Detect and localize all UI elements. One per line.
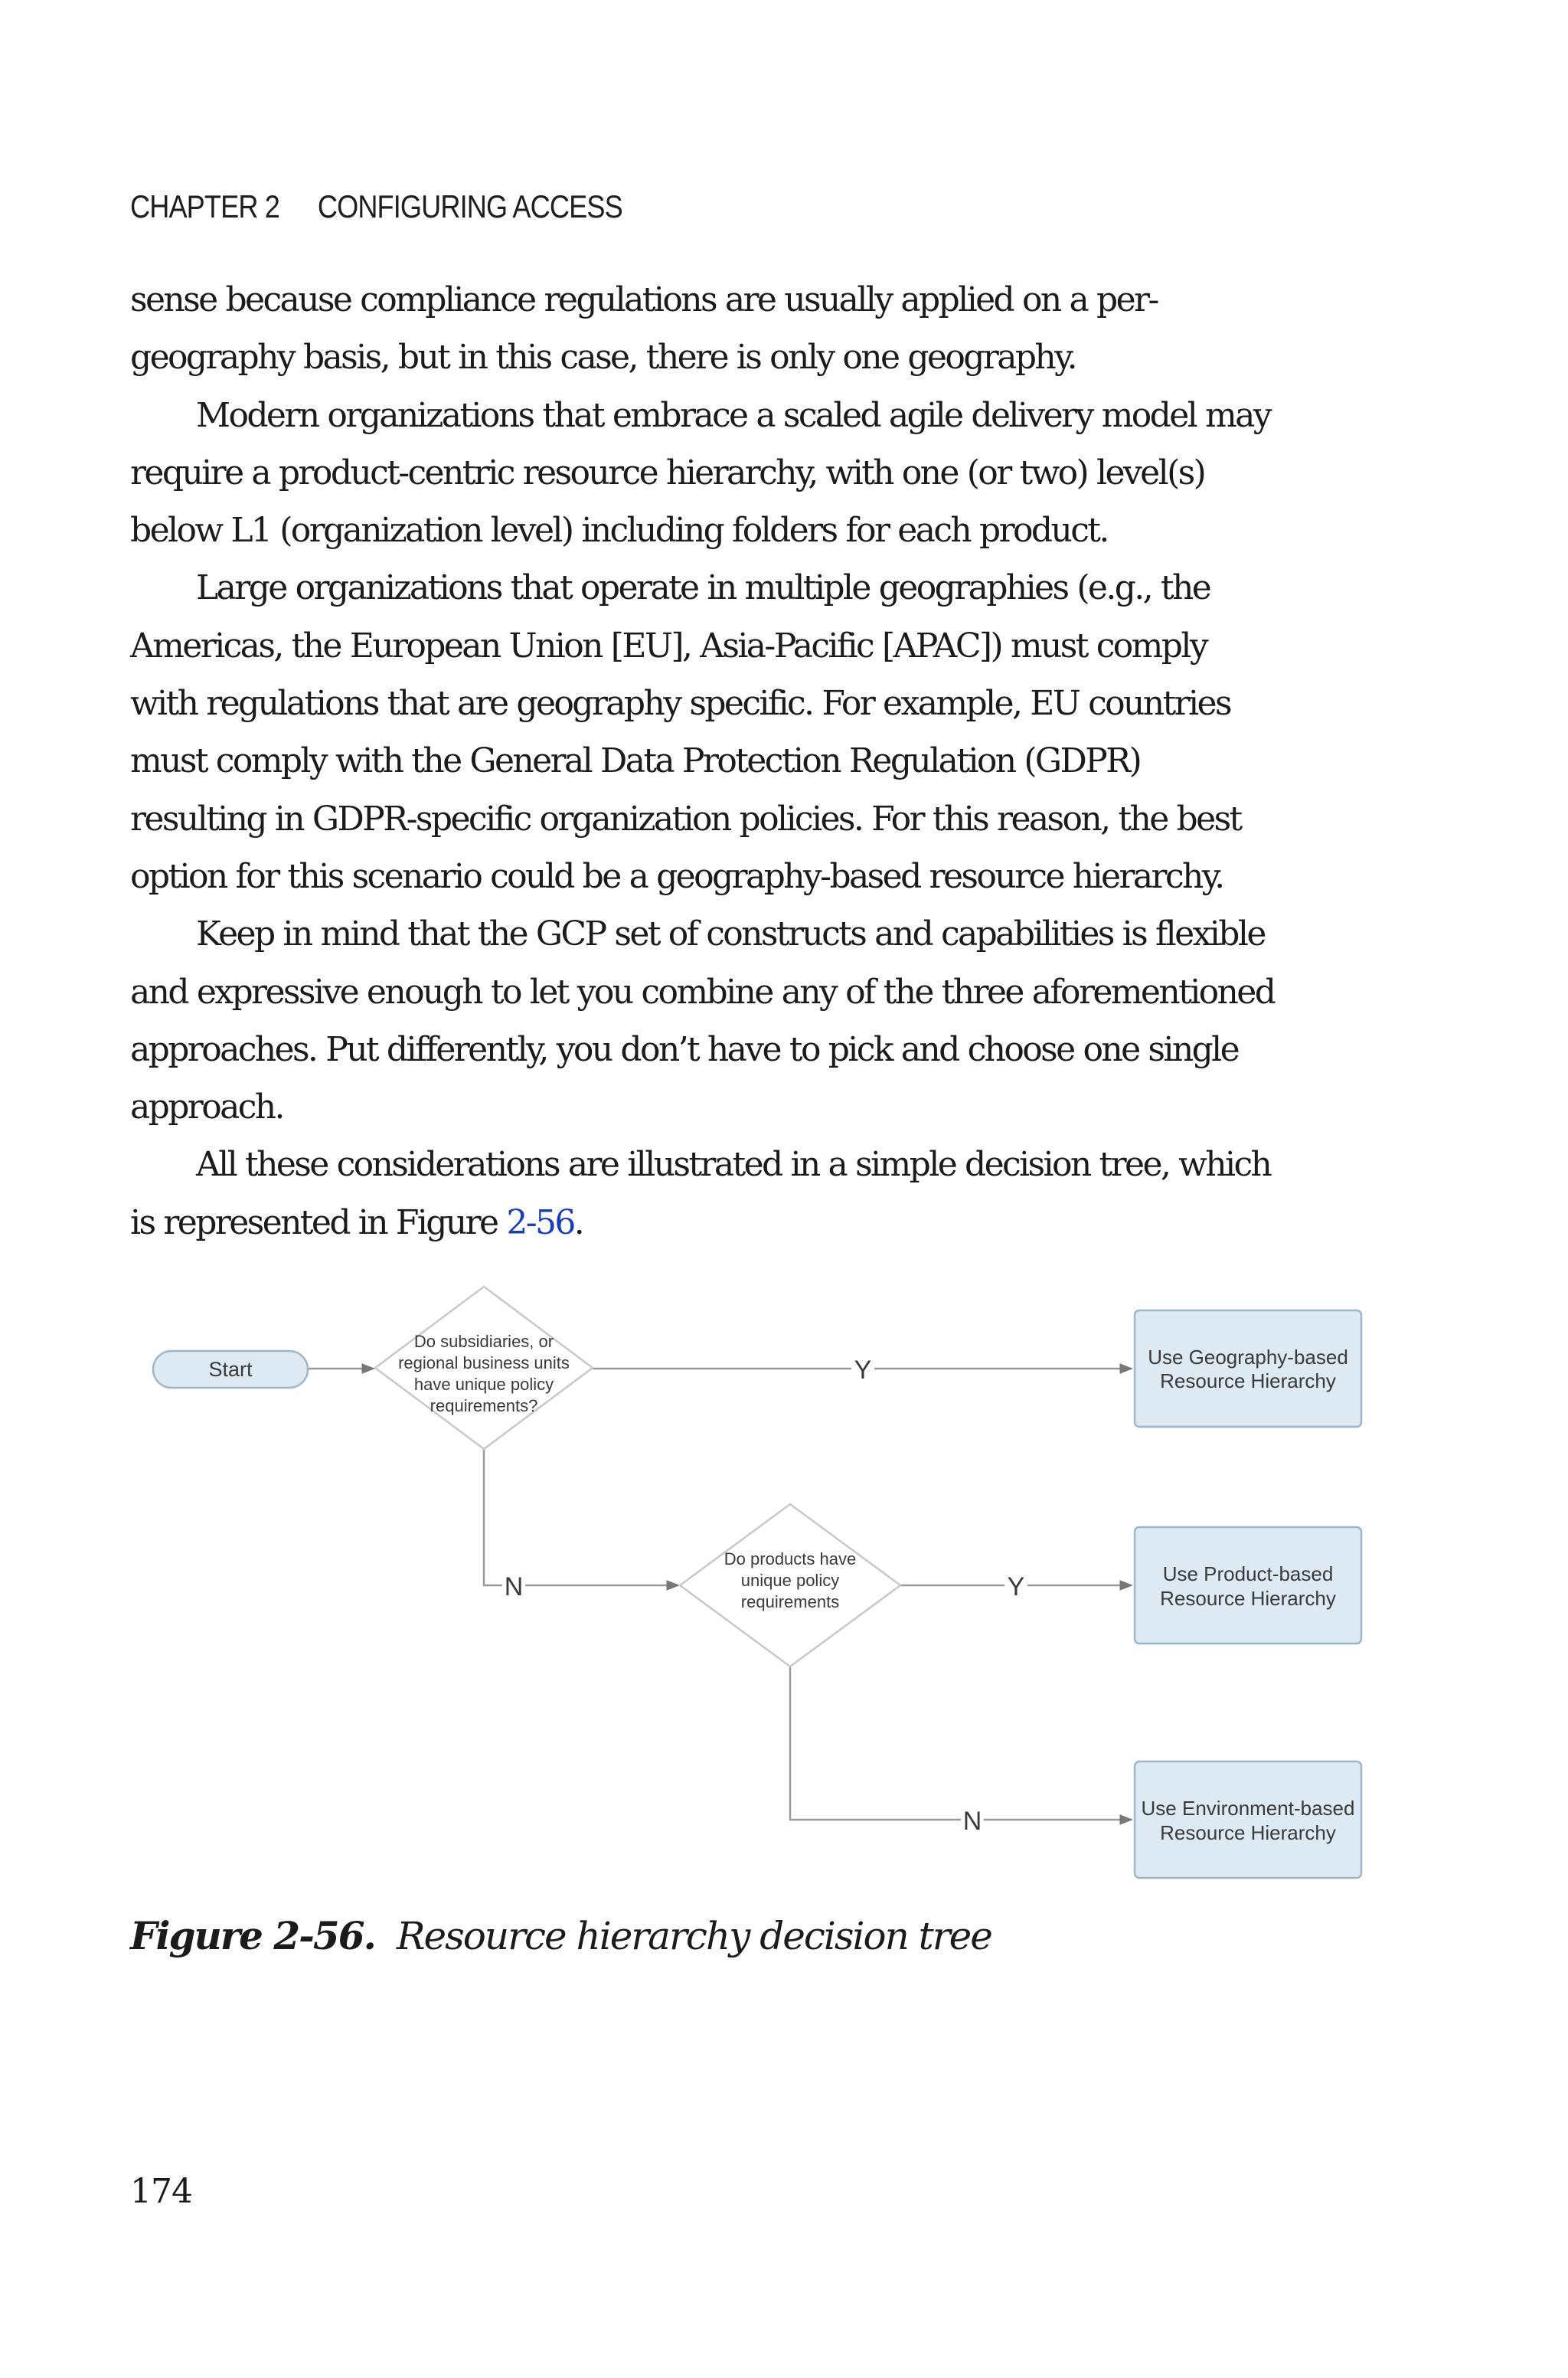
chapter-title: CONFIGURING ACCESS — [317, 188, 622, 224]
figure-number: Figure 2-56. — [130, 1913, 375, 1958]
figure-title: Resource hierarchy decision tree — [396, 1914, 991, 1958]
text-line: geography basis, but in this case, there is only one geography. — [130, 338, 1076, 378]
text-line: with regulations that are geography specific. For example, EU countries — [130, 684, 1230, 724]
text-line: Americas, the European Union [EU], Asia-Pacific [APAC]) must comply — [130, 626, 1207, 666]
text-line: approaches. Put differently, you don’t have to pick and choose one single — [130, 1029, 1239, 1069]
text-line: resulting in GDPR-specific organization policies. For this reason, the best — [130, 799, 1241, 839]
decision-tree-diagram — [145, 1279, 1370, 1892]
body-text — [130, 271, 1393, 1251]
text-line: sense because compliance regulations are usually applied on a per- — [130, 280, 1158, 319]
paragraph-1 — [130, 271, 1393, 387]
text-line: is represented in Figure — [130, 1202, 507, 1242]
text-line: option for this scenario could be a geography-based resource hierarchy. — [130, 856, 1223, 896]
text-line: below L1 (organization level) including folders for each product. — [130, 511, 1108, 551]
outcome-product-node — [1135, 1527, 1361, 1644]
paragraph-2 — [130, 387, 1393, 560]
paragraph-3 — [130, 559, 1393, 905]
decision-tree-figure — [145, 1279, 1370, 1892]
text-line: approach. — [130, 1088, 283, 1127]
text-line: . — [573, 1202, 583, 1242]
decision1-line: have unique policy — [413, 1375, 554, 1394]
decision1-line: regional business units — [398, 1353, 570, 1372]
text-line: All these considerations are illustrated in a simple decision tree, which — [196, 1145, 1271, 1185]
text-line: Keep in mind that the GCP set of constructs and capabilities is flexible — [196, 914, 1265, 954]
outcome-geography-line: Use Geography-based — [1148, 1346, 1348, 1369]
decision2-line: Do products have — [724, 1549, 857, 1568]
text-line: Modern organizations that embrace a scaled agile delivery model may — [196, 395, 1270, 435]
yes-label-1: Y — [854, 1356, 872, 1385]
yes-label-2: Y — [1007, 1572, 1025, 1601]
figure-reference-link[interactable]: 2-56 — [506, 1202, 574, 1242]
outcome-product-line: Resource Hierarchy — [1160, 1587, 1336, 1610]
page-number: 174 — [130, 2172, 192, 2211]
decision1-line: requirements? — [430, 1396, 538, 1415]
figure-caption — [130, 1913, 991, 1958]
decision1-line: Do subsidiaries, or — [413, 1332, 554, 1351]
outcome-product-line: Use Product-based — [1162, 1562, 1334, 1585]
paragraph-4 — [130, 905, 1393, 1136]
no-label-1: N — [504, 1572, 524, 1601]
text-line: must comply with the General Data Protection Regulation (GDPR) — [130, 741, 1141, 781]
outcome-environment-line: Use Environment-based — [1141, 1797, 1355, 1820]
text-line: Large organizations that operate in multiple geographies (e.g., the — [196, 568, 1210, 608]
running-header — [130, 188, 622, 225]
outcome-environment-node — [1135, 1761, 1361, 1878]
no-label-2: N — [962, 1807, 982, 1836]
text-line: and expressive enough to let you combine any of the three aforementioned — [130, 972, 1275, 1012]
chapter-label: CHAPTER 2 — [130, 188, 279, 224]
outcome-geography-node — [1135, 1310, 1361, 1427]
decision2-line: requirements — [740, 1592, 840, 1611]
text-line: require a product-centric resource hierarchy, with one (or two) level(s) — [130, 453, 1205, 492]
decision2-no-arrow — [790, 1667, 1132, 1820]
decision2-line: unique policy — [740, 1571, 840, 1590]
outcome-environment-line: Resource Hierarchy — [1160, 1821, 1336, 1844]
start-label: Start — [208, 1358, 253, 1381]
outcome-geography-line: Resource Hierarchy — [1160, 1369, 1336, 1392]
paragraph-5 — [130, 1136, 1393, 1251]
decision1-no-arrow — [484, 1449, 678, 1585]
